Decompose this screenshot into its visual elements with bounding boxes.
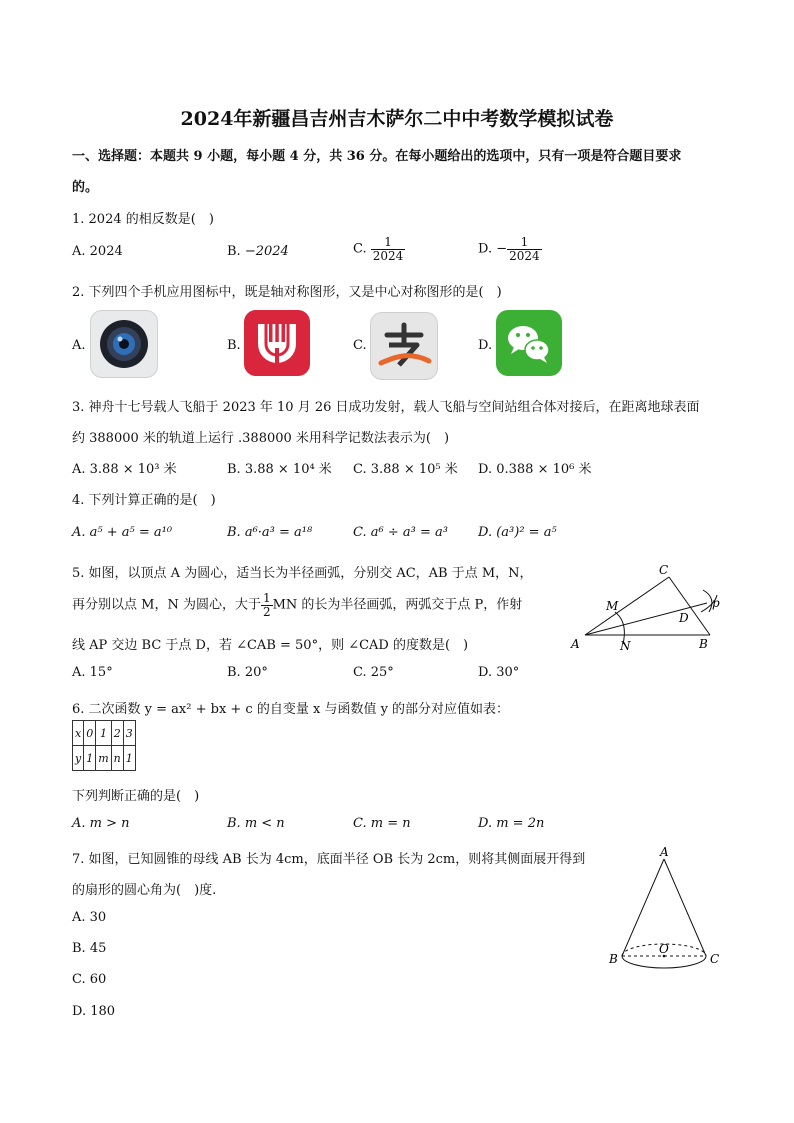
q5-option-a: A. 15° [72,665,113,680]
q2-stem: 2. 下列四个手机应用图标中，既是轴对称图形，又是中心对称图形的是( ) [72,285,502,300]
fraction-numerator: 1 [371,236,406,250]
table-cell: 1 [84,746,96,771]
table-cell: n [111,746,123,771]
fraction-denominator: 2 [262,604,271,619]
table-row [73,746,136,771]
label-N: N [620,639,631,653]
q1-option-d-sign: − [496,241,508,257]
q2-option-a: A. [72,338,86,353]
q5-option-d: D. 30° [478,665,520,680]
q3-option-a: A. 3.88 × 10³ 米 [72,462,177,477]
q5-stem-line3: 线 AP 交边 BC 于点 D，若 ∠CAB = 50°，则 ∠CAD 的度数是( ) [72,638,469,653]
q1-stem: 1. 2024 的相反数是( ) [72,212,214,227]
q5-option-c: C. 25° [353,665,394,680]
q1-option-d-prefix: D. [478,241,493,257]
q4-option-b: B. a⁶·a³ = a¹⁸ [227,525,313,540]
q3-option-b: B. 3.88 × 10⁴ 米 [227,462,332,477]
label-B: B [699,637,708,651]
table-cell: x [73,721,84,746]
label-A: A [571,637,580,651]
label-P: p [712,596,720,610]
q2-option-c: C. [353,338,367,353]
fraction-denominator: 2024 [372,248,404,263]
q2-option-b: B. [227,338,241,353]
wechat-app-icon [496,310,562,376]
label-D: D [679,611,689,625]
table-cell: m [96,746,111,771]
q7-option-a: A. 30 [72,910,107,925]
fork-app-icon [244,310,310,376]
q4-option-a: A. a⁵ + a⁵ = a¹⁰ [72,525,173,540]
q4-option-c: C. a⁶ ÷ a³ = a³ [353,525,448,540]
q7-option-c: C. 60 [72,972,107,987]
table-cell: 1 [96,721,111,746]
alipay-app-icon [370,312,438,380]
label-B: B [609,952,618,966]
table-row [73,721,136,746]
q5-option-b: B. 20° [227,665,268,680]
section-heading-cont: 的。 [72,180,99,195]
fraction-denominator: 2024 [509,248,540,263]
q1-option-c-fraction [371,236,406,262]
label-A: A [660,845,669,859]
half-fraction [261,592,273,618]
q7-option-b: B. 45 [72,941,107,956]
q2-option-d: D. [478,338,493,353]
q1-option-c-prefix: C. [353,241,367,257]
table-cell: y [73,746,84,771]
label-M: M [606,599,619,613]
q5-stem-line2-pre: 再分别以点 M，N 为圆心，大于 [72,597,261,613]
q7-cone-figure [604,843,728,973]
camera-app-icon [90,310,158,378]
q5-stem-line2-post: MN 的长为半径画弧，两弧交于点 P，作射 [272,597,523,613]
q7-option-d: D. 180 [72,1004,116,1019]
label-O: O [659,942,669,956]
value-table [72,720,136,771]
q3-option-d: D. 0.388 × 10⁶ 米 [478,462,592,477]
q1-option-b [227,244,289,259]
label-C: C [659,563,669,577]
q1-option-d [478,236,542,262]
section-heading: 一、选择题：本题共 9 小题，每小题 4 分，共 36 分。在每小题给出的选项中，只有一项是符合题目要求 [72,149,682,164]
q1-option-b-value: −2024 [244,244,289,259]
fraction-numerator: 1 [262,591,271,605]
q3-stem-line2: 约 388000 米的轨道上运行 .388000 米用科学记数法表示为( ) [72,431,450,446]
q6-option-c: C. m = n [353,816,411,831]
q7-stem-line1: 7. 如图，已知圆锥的母线 AB 长为 4cm，底面半径 OB 长为 2cm，则将其侧面展开得到 [72,852,586,867]
q5-stem-line1: 5. 如图，以顶点 A 为圆心，适当长为半径画弧，分别交 AC，AB 于点 M，N， [72,566,533,581]
fraction-numerator: 1 [507,236,542,250]
q4-option-d: D. (a³)² = a⁵ [478,525,557,540]
q6-option-d: D. m = 2n [478,816,545,831]
q1-option-d-fraction [507,236,542,262]
table-cell: 2 [111,721,123,746]
table-cell: 3 [123,721,135,746]
table-cell: 1 [123,746,135,771]
q5-stem-line2 [72,592,522,618]
q6-stem: 6. 二次函数 y = ax² + bx + c 的自变量 x 与函数值 y 的部分对应值如表： [72,702,510,717]
q7-stem-line2: 的扇形的圆心角为( )度. [72,883,217,898]
q1-option-a: A. 2024 [72,244,123,259]
q1-option-c [353,236,405,262]
q6-option-a: A. m > n [72,816,130,831]
q6-follow: 下列判断正确的是( ) [72,789,200,804]
q3-option-c: C. 3.88 × 10⁵ 米 [353,462,458,477]
table-cell: 0 [84,721,96,746]
q1-option-b-prefix: B. [227,244,241,259]
q3-stem-line1: 3. 神舟十七号载人飞船于 2023 年 10 月 26 日成功发射，载人飞船与空间站组合体对接后，在距离地球表面 [72,400,700,415]
q6-option-b: B. m < n [227,816,285,831]
q5-triangle-figure [565,560,730,655]
page-title: 2024年新疆昌吉州吉木萨尔二中中考数学模拟试卷 [180,108,614,130]
label-C: C [710,952,720,966]
q4-stem: 4. 下列计算正确的是( ) [72,493,216,508]
